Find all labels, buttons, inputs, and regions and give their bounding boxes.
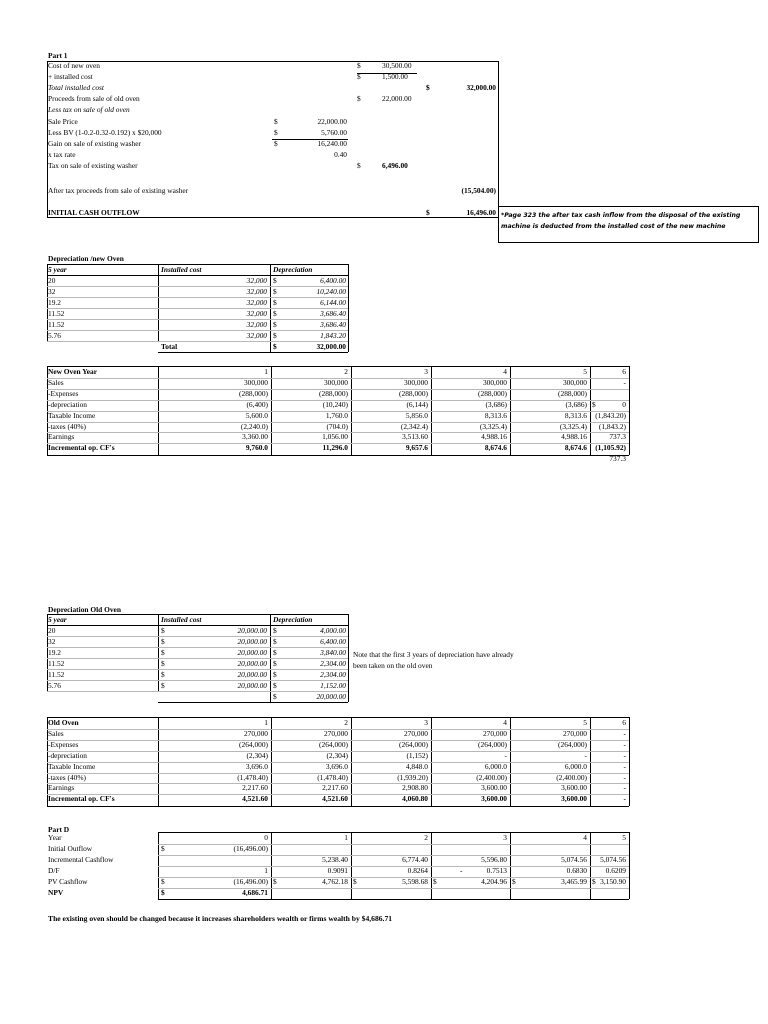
- partd-cell: 3,465.99: [561, 876, 587, 886]
- initial-cash-outflow-value: 16,496.00: [466, 208, 496, 217]
- year-header: 2: [344, 367, 348, 376]
- gridline: [47, 286, 348, 287]
- depreciation-value: 2,304.00: [320, 659, 346, 668]
- cell-value: (1,105.92): [595, 443, 626, 453]
- conclusion-text: The existing oven should be changed because it increases shareholders wealth or firms wealth by $4,686.71: [48, 914, 393, 923]
- depreciation-value: 1,843.20: [320, 331, 346, 340]
- cell-value: 3,360.00: [242, 432, 268, 442]
- part1-row-value: 5,760.00: [321, 127, 347, 137]
- cell-value: (288,000): [399, 388, 428, 398]
- cell-value: 8,674.6: [564, 443, 587, 453]
- depreciation-total: 32,000.00: [316, 342, 346, 351]
- dollar-sign: $: [273, 287, 277, 296]
- partd-cell: 0: [264, 833, 268, 842]
- cell-value: (264,000): [478, 739, 507, 749]
- partd-cell: 4,204.96: [481, 876, 507, 886]
- dollar-sign: $: [273, 309, 277, 318]
- installed-cost: 20,000.00: [237, 648, 267, 657]
- cell-value: 9,657.6: [405, 443, 428, 453]
- dollar-sign: $: [274, 127, 278, 137]
- partd-cell: 4,762.18: [322, 876, 348, 886]
- depreciation-value: 1,152.00: [320, 681, 346, 690]
- cell-value: 270,000: [403, 728, 428, 738]
- page-323-note: *Page 323 the after tax cash inflow from the disposal of the existing machine is deducted from the installed cost of the new machine: [501, 212, 741, 230]
- rule: [158, 832, 629, 833]
- cell-value: (288,000): [478, 388, 507, 398]
- cell-value: (288,000): [239, 388, 268, 398]
- cell-value: 6,000.0: [564, 761, 587, 771]
- year-header: 2: [344, 718, 348, 727]
- cell-value: 11,296.0: [322, 443, 348, 453]
- dollar-sign: $: [273, 648, 277, 657]
- cell-value: (1,843.20): [595, 410, 626, 420]
- cell-value: (2,400.00): [476, 772, 507, 782]
- dollar-sign: $: [273, 276, 277, 285]
- row-label: Earnings: [48, 432, 75, 442]
- dep-rate: 11.52: [48, 670, 65, 679]
- partd-title: Part D: [48, 825, 70, 834]
- cell-value: 4,848.0: [405, 761, 428, 771]
- dep-rate: 5.76: [48, 331, 61, 340]
- cell-value: 3,513.60: [402, 432, 428, 442]
- year-header: 3: [424, 718, 428, 727]
- initial-cash-outflow-label: INITIAL CASH OUTFLOW: [48, 208, 140, 217]
- partd-cell: 0.6830: [566, 865, 587, 875]
- part1-row-label: Gain on sale of existing washer: [48, 138, 141, 148]
- after-tax-label: After tax proceeds from sale of existing washer: [48, 186, 189, 195]
- part1-row-value: 30,500.00: [382, 61, 412, 70]
- cell-value: 300,000: [403, 377, 428, 387]
- dollar-sign: $: [512, 876, 516, 886]
- cell-value: (10,240): [322, 399, 348, 409]
- rule: [47, 806, 629, 807]
- part1-row-value: 1,500.00: [382, 72, 408, 82]
- cell-value: (3,325.4): [479, 421, 507, 431]
- depreciation-value: 3,686.40: [320, 309, 346, 318]
- part1-row-label: Less tax on sale of old oven: [48, 105, 130, 115]
- gridline: [47, 319, 348, 320]
- dollar-sign: $: [274, 116, 278, 126]
- dollar-sign: $: [592, 876, 596, 886]
- cell-value: 270,000: [323, 728, 348, 738]
- dollar-sign: $: [273, 692, 277, 701]
- cell-value: 0: [622, 399, 626, 409]
- cell-value: 737.3: [609, 432, 626, 442]
- gridline: [47, 330, 348, 331]
- year-header: 5: [583, 367, 587, 376]
- cell-value: 4,988.16: [561, 432, 587, 442]
- cell-value: 3,600.00: [481, 794, 507, 804]
- partd-cell: 0.9091: [327, 865, 348, 875]
- dep-rate: 11.52: [48, 659, 65, 668]
- gridline: [47, 297, 348, 298]
- cell-value: 4,521.60: [242, 794, 268, 804]
- rule: [47, 275, 348, 276]
- cell-value: 270,000: [562, 728, 587, 738]
- cell-value: 4,521.60: [322, 794, 348, 804]
- year-header: 3: [424, 367, 428, 376]
- cell-value: 2,217.60: [322, 783, 348, 793]
- row-label: New Oven Year: [48, 367, 97, 376]
- cell-value: (1,478.40): [317, 772, 348, 782]
- installed-cost: 32,000: [246, 331, 267, 340]
- cell-value: -: [504, 750, 507, 760]
- row-label: Incremental op. CF's: [48, 794, 115, 804]
- partd-row-label: Initial Outflow: [48, 843, 93, 853]
- cell-value: -: [623, 377, 626, 387]
- dollar-sign: $: [273, 637, 277, 646]
- dollar-sign: $: [161, 648, 165, 657]
- cell-value: 300,000: [482, 377, 507, 387]
- dep-rate: 20: [48, 626, 56, 635]
- row-label: -taxes (40%): [48, 421, 86, 431]
- cell-value: 6,000.0: [484, 761, 507, 771]
- cell-value: (2,342.4): [400, 421, 428, 431]
- cell-value: 1,056.00: [322, 432, 348, 442]
- dollar-sign: $: [161, 626, 165, 635]
- after-tax-value: (15,504.00): [461, 186, 496, 195]
- dollar-sign: $: [161, 681, 165, 690]
- dollar-sign: $: [161, 876, 165, 886]
- dollar-sign: $: [426, 83, 430, 93]
- dollar-sign: $: [161, 637, 165, 646]
- dollar-sign: $: [273, 876, 277, 886]
- partd-cell: 0.8264: [407, 865, 428, 875]
- gridline: [47, 680, 348, 681]
- installed-cost: 32,000: [246, 298, 267, 307]
- cell-value: 3,696.0: [245, 761, 268, 771]
- cell-value: -: [623, 772, 626, 782]
- cell-value: 3,600.00: [561, 794, 587, 804]
- row-label: -Expenses: [48, 388, 79, 398]
- cell-value: (2,304): [326, 750, 348, 760]
- depreciation-value: 6,400.00: [320, 637, 346, 646]
- cell-value: (6,400): [246, 399, 268, 409]
- cell-value: (3,325.4): [559, 421, 587, 431]
- rule: [47, 366, 629, 367]
- cell-value: (3,686): [485, 399, 507, 409]
- cell-value: 3,600.00: [481, 783, 507, 793]
- cell-value: -: [623, 783, 626, 793]
- dollar-sign: $: [357, 72, 361, 82]
- dollar-sign: $: [273, 659, 277, 668]
- dep-rate: 32: [48, 637, 56, 646]
- dollar-sign: $: [273, 626, 277, 635]
- dollar-sign: $: [357, 61, 361, 70]
- cell-value: 3,696.0: [325, 761, 348, 771]
- year-header: 1: [264, 367, 268, 376]
- underline: [357, 73, 417, 74]
- cell-value: (3,686): [565, 399, 587, 409]
- depreciation-value: 3,840.00: [320, 648, 346, 657]
- row-label: Sales: [48, 377, 64, 387]
- part1-row-value: 0.40: [334, 149, 347, 159]
- cell-value: (288,000): [558, 388, 587, 398]
- dep-old-title: Depreciation Old Oven: [48, 605, 121, 614]
- rule: [348, 264, 349, 352]
- dollar-sign: $: [161, 670, 165, 679]
- cell-value: 8,313.6: [484, 410, 507, 420]
- cell-value: 300,000: [562, 377, 587, 387]
- partd-row-label: Year: [48, 833, 62, 842]
- cell-value: 8,674.6: [484, 443, 507, 453]
- cell-value: 9,760.0: [245, 443, 268, 453]
- header-installed-cost: Installed cost: [161, 615, 202, 624]
- partd-row-label: PV Cashflow: [48, 876, 88, 886]
- cell-value: -: [584, 750, 587, 760]
- part1-row-label: Proceeds from sale of old oven: [48, 94, 140, 104]
- row-label: -taxes (40%): [48, 772, 86, 782]
- cell-value: (288,000): [319, 388, 348, 398]
- rule: [158, 702, 348, 703]
- part1-row-value: 22,000.00: [317, 116, 347, 126]
- dollar-sign: $: [273, 342, 277, 351]
- header-depreciation: Depreciation: [273, 615, 313, 624]
- gridline: [47, 308, 348, 309]
- dep-rate: 19.2: [48, 648, 61, 657]
- rule: [629, 717, 630, 806]
- cell-value: 1,760.0: [325, 410, 348, 420]
- part1-row-label: Less BV (1-0.2-0.32-0.192) x $20,000: [48, 127, 162, 137]
- cell-value: 4,060.80: [402, 794, 428, 804]
- cell-value: (2,304): [246, 750, 268, 760]
- cell-value: (1,939.20): [397, 772, 428, 782]
- cell-value: 2,908.80: [402, 783, 428, 793]
- rule: [47, 625, 348, 626]
- cell-value: 737.3: [609, 454, 626, 464]
- cell-value: (704.0): [326, 421, 348, 431]
- gridline: [47, 341, 348, 342]
- cell-value: 270,000: [243, 728, 268, 738]
- cell-value: 5,856.0: [405, 410, 428, 420]
- part1-row-label: x tax rate: [48, 149, 76, 159]
- part1-row-value: 16,240.00: [317, 138, 347, 148]
- installed-cost: 32,000: [246, 309, 267, 318]
- cell-value: (6,144): [406, 399, 428, 409]
- cell-value: 4,988.16: [481, 432, 507, 442]
- partd-cell: 5,596.80: [481, 854, 507, 864]
- year-header: 1: [264, 718, 268, 727]
- cell-value: -: [623, 761, 626, 771]
- part1-row-label: Total installed cost: [48, 83, 104, 93]
- year-header: 6: [622, 367, 626, 376]
- partd-cell: 4: [583, 833, 587, 842]
- dollar-sign: $: [273, 298, 277, 307]
- gridline: [47, 669, 348, 670]
- cell-value: 5,600.0: [245, 410, 268, 420]
- depreciation-value: 10,240.00: [316, 287, 346, 296]
- partd-cell: 5,238.40: [322, 854, 348, 864]
- partd-cell: 1: [264, 865, 268, 875]
- cell-value: 300,000: [323, 377, 348, 387]
- year-header: 5: [583, 718, 587, 727]
- gridline: [47, 658, 348, 659]
- part1-row-value: 22,000.00: [382, 94, 412, 104]
- partd-row-label: Incremental Cashflow: [48, 854, 114, 864]
- dep-new-title: Depreciation /new Oven: [48, 254, 124, 263]
- rule: [47, 717, 629, 718]
- rule: [629, 366, 630, 455]
- rule: [629, 832, 630, 899]
- depreciation-value: 6,144.00: [320, 298, 346, 307]
- dep-rate: 11.52: [48, 320, 65, 329]
- dep-old-note-1: Note that the first 3 years of depreciation have already: [353, 650, 514, 659]
- partd-cell: 2: [424, 833, 428, 842]
- dollar-sign: $: [592, 400, 596, 409]
- part1-row-value: 6,496.00: [382, 160, 408, 170]
- cell-value: (264,000): [399, 739, 428, 749]
- partd-cell: 5,074.56: [561, 854, 587, 864]
- header-5-year: 5 year: [48, 265, 67, 274]
- part1-row-value: 32,000.00: [466, 83, 496, 93]
- row-label: Taxable Income: [48, 410, 96, 420]
- installed-cost: 32,000: [246, 276, 267, 285]
- depreciation-total: 20,000.00: [316, 692, 346, 701]
- dep-rate: 32: [48, 287, 56, 296]
- cell-value: -: [623, 750, 626, 760]
- row-label: Incremental op. CF's: [48, 443, 115, 453]
- total-label: Total: [161, 342, 178, 351]
- header-5-year: 5 year: [48, 615, 67, 624]
- dollar-sign: $: [273, 681, 277, 690]
- partd-cell: 4,686.71: [242, 887, 268, 897]
- partd-row-label: NPV: [48, 887, 64, 897]
- cell-value: (1,478.40): [237, 772, 268, 782]
- rule: [348, 614, 349, 702]
- partd-cell: 1: [344, 833, 348, 842]
- installed-cost: 20,000.00: [237, 659, 267, 668]
- dollar-sign: $: [161, 843, 165, 853]
- part1-row-label: Sale Price: [48, 116, 78, 126]
- row-label: Sales: [48, 728, 64, 738]
- depreciation-value: 6,400.00: [320, 276, 346, 285]
- cell-value: (264,000): [558, 739, 587, 749]
- dollar-sign: $: [273, 670, 277, 679]
- cell-value: -: [623, 728, 626, 738]
- row-label: Earnings: [48, 783, 75, 793]
- installed-cost: 32,000: [246, 287, 267, 296]
- cell-value: -: [623, 739, 626, 749]
- dollar-sign: $: [357, 94, 361, 104]
- part1-title: Part 1: [48, 51, 68, 60]
- gridline: [47, 636, 348, 637]
- partd-cell: 5,074.56: [600, 854, 626, 864]
- cell-value: (2,240.0): [240, 421, 268, 431]
- gridline: [47, 691, 348, 692]
- underline: [272, 139, 348, 140]
- row-label: -depreciation: [48, 399, 87, 409]
- cell-value: (264,000): [239, 739, 268, 749]
- dollar-sign: $: [273, 331, 277, 340]
- gridline: [47, 647, 348, 648]
- cell-value: 300,000: [243, 377, 268, 387]
- dollar-sign: $: [161, 887, 165, 897]
- dollar-sign: $: [357, 160, 361, 170]
- part1-row-label: Tax on sale of existing washer: [48, 160, 138, 170]
- dash: -: [460, 865, 463, 875]
- partd-cell: 5: [622, 833, 626, 842]
- cell-value: (1,152): [406, 750, 428, 760]
- dep-rate: 5.76: [48, 681, 61, 690]
- dollar-sign: $: [273, 320, 277, 329]
- year-header: 6: [622, 718, 626, 727]
- row-label: Taxable Income: [48, 761, 96, 771]
- dep-rate: 20: [48, 276, 56, 285]
- partd-cell: 3: [503, 833, 507, 842]
- dollar-sign: $: [433, 876, 437, 886]
- depreciation-value: 4,000.00: [320, 626, 346, 635]
- partd-cell: 5,598.68: [402, 876, 428, 886]
- depreciation-value: 2,304.00: [320, 670, 346, 679]
- initial-dollar: $: [426, 208, 430, 217]
- installed-cost: 20,000.00: [237, 626, 267, 635]
- cell-value: (1,843.2): [598, 421, 626, 431]
- partd-row-label: D/F: [48, 865, 60, 875]
- installed-cost: 20,000.00: [237, 681, 267, 690]
- dep-rate: 19.2: [48, 298, 61, 307]
- cell-value: 270,000: [482, 728, 507, 738]
- dollar-sign: $: [274, 138, 278, 148]
- installed-cost: 20,000.00: [237, 670, 267, 679]
- part1-row-label: Cost of new oven: [48, 61, 100, 70]
- cell-value: (264,000): [319, 739, 348, 749]
- partd-cell: 3,150.90: [600, 876, 626, 886]
- rule: [47, 455, 629, 456]
- year-header: 4: [503, 718, 507, 727]
- partd-cell: 0.6209: [605, 865, 626, 875]
- partd-cell: 0.7513: [486, 865, 507, 875]
- header-installed-cost: Installed cost: [161, 265, 202, 274]
- header-depreciation: Depreciation: [273, 265, 313, 274]
- row-label: -depreciation: [48, 750, 87, 760]
- row-label: Old Oven: [48, 718, 79, 727]
- dep-rate: 11.52: [48, 309, 65, 318]
- cell-value: 3,600.00: [561, 783, 587, 793]
- partd-cell: (16,496.00): [233, 876, 268, 886]
- depreciation-value: 3,686.40: [320, 320, 346, 329]
- rule: [158, 899, 629, 900]
- installed-cost: 20,000.00: [237, 637, 267, 646]
- cell-value: 2,217.60: [242, 783, 268, 793]
- part1-row-label: + installed cost: [48, 72, 93, 82]
- dollar-sign: $: [353, 876, 357, 886]
- dollar-sign: $: [161, 659, 165, 668]
- cell-value: -: [623, 794, 626, 804]
- partd-cell: 6,774.40: [402, 854, 428, 864]
- cell-value: (2,400.00): [556, 772, 587, 782]
- rule: [158, 352, 348, 353]
- row-label: -Expenses: [48, 739, 79, 749]
- partd-cell: (16,496.00): [233, 843, 268, 853]
- year-header: 4: [503, 367, 507, 376]
- cell-value: 8,313.6: [564, 410, 587, 420]
- dep-old-note-2: been taken on the old oven: [353, 661, 433, 670]
- installed-cost: 32,000: [246, 320, 267, 329]
